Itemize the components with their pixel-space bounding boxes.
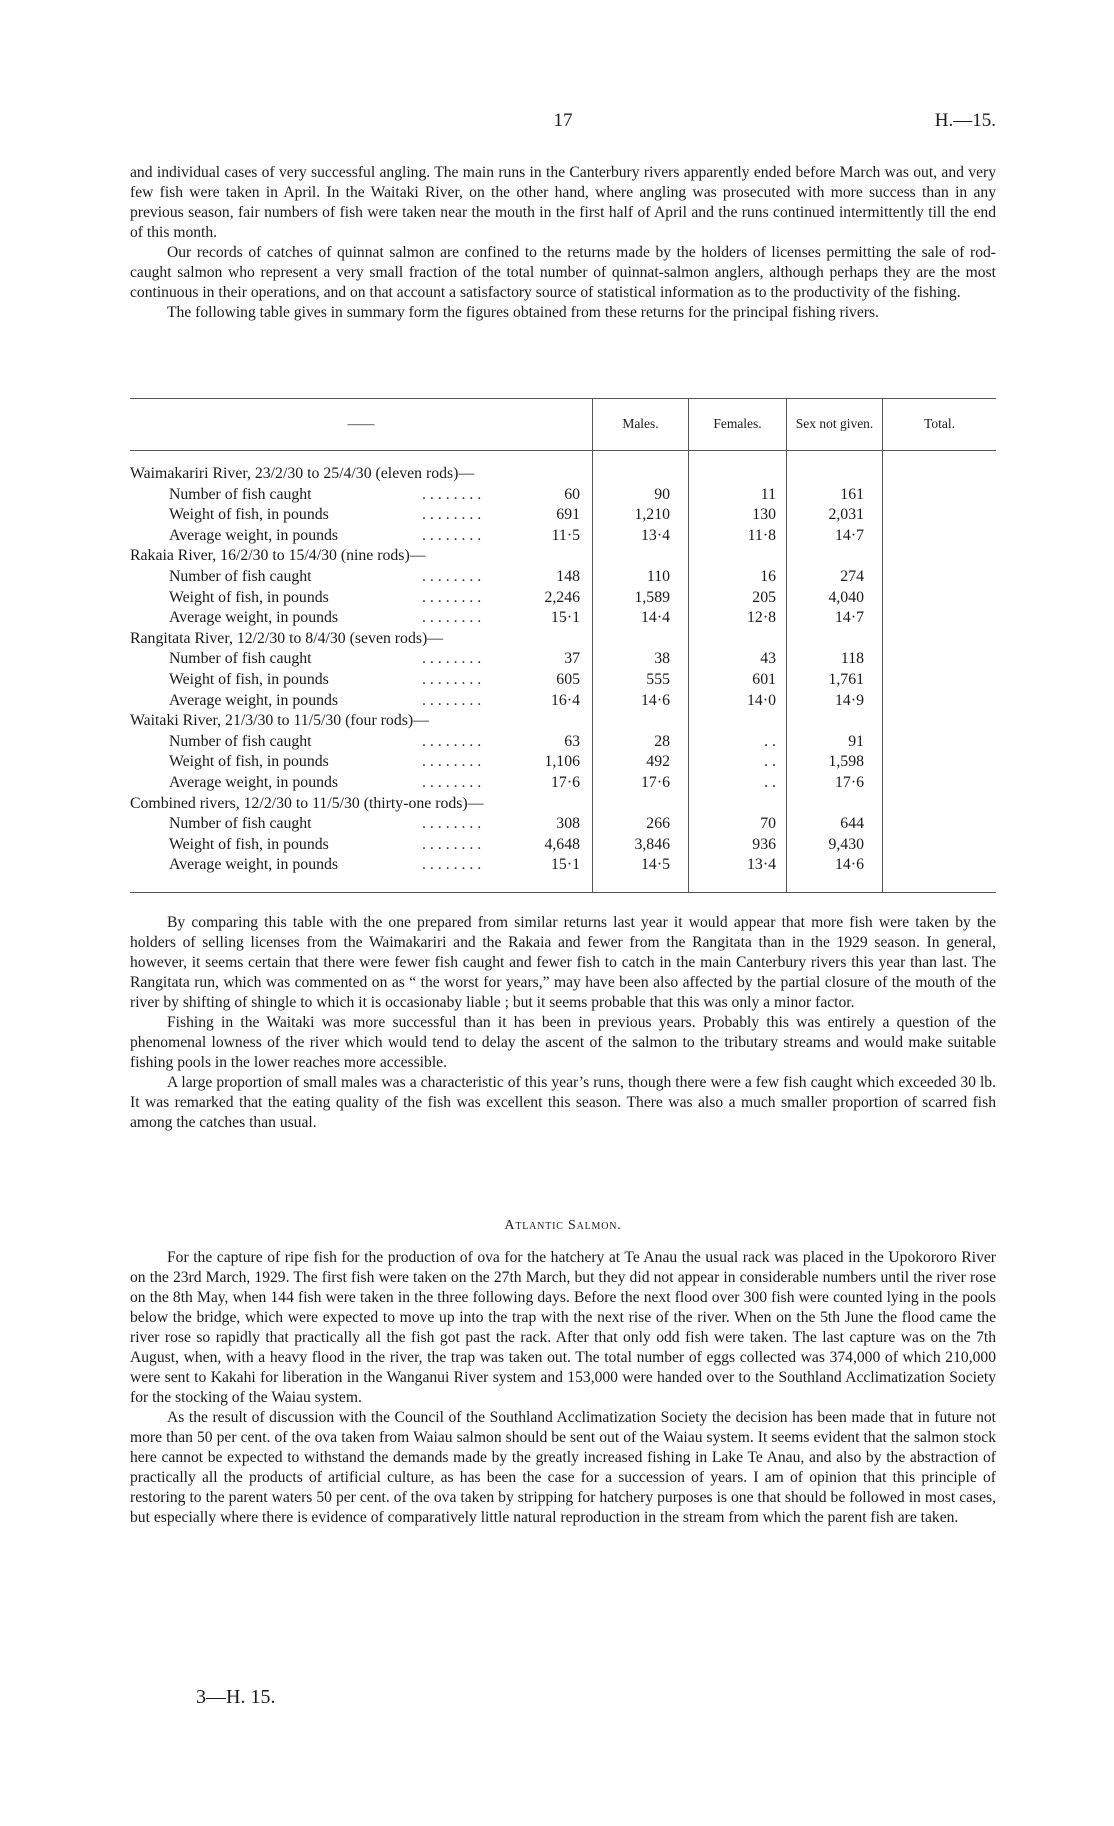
leader-dots: . . . . . . . . <box>422 526 482 544</box>
leader-dots: . . . . . . . . <box>422 774 482 791</box>
table-group-title <box>130 629 996 650</box>
table-cell: 266 <box>646 815 670 833</box>
row-label: Number of fish caught <box>169 732 312 750</box>
table-group-title <box>130 711 996 732</box>
table-cell: 13·4 <box>747 856 776 874</box>
table-cell: 274 <box>840 568 864 585</box>
table-header-rule <box>130 450 996 451</box>
table-row <box>130 835 996 856</box>
leader-dots: . . . . . . . . <box>422 568 482 585</box>
river-title: Combined rivers, 12/2/30 to 11/5/30 (thirty-one rods)— <box>130 794 484 812</box>
table-cell: 16·4 <box>551 691 580 709</box>
table-cell: 13·4 <box>641 526 670 544</box>
table-cell: 11·8 <box>747 526 776 544</box>
table-cell: 16 <box>760 568 776 585</box>
table-cell: . . <box>764 774 776 791</box>
section-heading: Atlantic Salmon. <box>504 1218 622 1233</box>
table-group-title <box>130 464 996 485</box>
table-cell: 2,246 <box>544 588 580 606</box>
table-cell: 118 <box>840 650 864 668</box>
table-cell: 691 <box>556 506 580 524</box>
table-bottom-rule <box>130 892 996 893</box>
table-row <box>130 505 996 526</box>
river-title: Rakaia River, 16/2/30 to 15/4/30 (nine rods)— <box>130 547 426 565</box>
table-cell: 17·6 <box>551 774 580 791</box>
paragraph: For the capture of ripe fish for the production of ova for the hatchery at Te Anau the usual rack was placed in the Upokororo River on the 23rd March, 1929. The first fish were taken on the 27th March, but they did not appear in considerable numbers until the river rose on the 8th May, when 144 fish were taken in the three following days. Before the next flood over 300 fish were counted lying in the pools below the bridge, which were expected to move up into the trap with the next rise of the river. When on the 5th June the flood came the river rose so rapidly that practically all the fish got past the rack. After that only odd fish were taken. The last capture was on the 7th August, when, with a heavy flood in the river, the trap was taken out. The total number of eggs collected was 374,000 of which 210,000 were sent to Kakahi for liberation in the Wanganui River system and 153,000 were handed over to the Southland Acclimatization Society for the stocking of the Waiau system. <box>130 1249 996 1406</box>
row-label: Weight of fish, in pounds <box>169 671 329 688</box>
page-number: 17 <box>553 110 573 131</box>
table-cell: 90 <box>654 485 670 503</box>
table-cell: 14·0 <box>747 691 776 709</box>
table-cell: . . <box>764 732 776 750</box>
row-label: Average weight, in pounds <box>169 609 339 627</box>
leader-dots: . . . . . . . . <box>422 835 482 853</box>
table-row <box>130 855 996 876</box>
leader-dots: . . . . . . . . <box>422 815 482 833</box>
table-cell: 14·4 <box>641 609 670 627</box>
row-label: Average weight, in pounds <box>169 691 339 709</box>
table-cell: 11·5 <box>551 526 580 544</box>
row-label: Weight of fish, in pounds <box>169 753 329 771</box>
column-header-females: Females. <box>713 416 762 431</box>
row-label: Average weight, in pounds <box>169 526 339 544</box>
table-group-title <box>130 546 996 567</box>
table-cell: 308 <box>556 815 580 833</box>
table-cell: 14·6 <box>835 856 864 874</box>
table-row <box>130 649 996 670</box>
table-cell: 9,430 <box>828 835 864 853</box>
leader-dots: . . . . . . . . <box>422 856 482 874</box>
table-cell: 38 <box>654 650 670 668</box>
table-row <box>130 670 996 691</box>
table-row <box>130 814 996 835</box>
river-title: Rangitata River, 12/2/30 to 8/4/30 (seven rods)— <box>130 629 444 647</box>
table-cell: 14·9 <box>835 691 864 709</box>
table-row <box>130 752 996 773</box>
table-cell: 17·6 <box>835 774 864 791</box>
table-cell: 2,031 <box>828 506 864 524</box>
table-cell: 205 <box>752 588 776 606</box>
paragraph: Fishing in the Waitaki was more successful than it has been in previous years. Probably this was entirely a question of the phenomenal lowness of the river which would tend to delay the ascent of the salmon to the tributary streams and would make suitable fishing pools in the lower reaches more accessible. <box>130 1014 996 1071</box>
table-cell: 130 <box>752 506 776 524</box>
table-cell: 1,598 <box>828 753 864 771</box>
row-label: Number of fish caught <box>169 815 312 833</box>
row-label: Average weight, in pounds <box>169 774 339 791</box>
discussion-text <box>130 913 996 1133</box>
table-cell: 601 <box>752 671 776 688</box>
leader-dots: . . . . . . . . <box>422 671 482 688</box>
row-label: Number of fish caught <box>169 650 312 668</box>
table-row <box>130 691 996 712</box>
column-header-males: Males. <box>622 416 659 431</box>
paragraph: and individual cases of very successful angling. The main runs in the Canterbury rivers apparently ended before March was out, and very few fish were taken in April. In the Waitaki River, on the other hand, where angling was prosecuted with more success than in any previous season, fair numbers of fish were taken near the mouth in the first half of April and the runs continued intermittently till the end of this month. <box>130 164 996 241</box>
table-cell: 148 <box>556 568 580 585</box>
paragraph: By comparing this table with the one prepared from similar returns last year it would appear that more fish were taken by the holders of selling licenses from the Waimakariri and the Rakaia and fewer from the Rangitata than in the 1929 season. In general, however, it seems certain that there were fewer fish caught and fewer fish to catch in the main Canterbury rivers this year than last. The Rangitata run, which was commented on as “ the worst for years,” may have been also affected by the partial closure of the mouth of the river by shifting of shingle to which it is occasionaby liable ; but it seems probable that this was only a minor factor. <box>130 914 996 1011</box>
table-row <box>130 485 996 506</box>
table-cell: 492 <box>646 753 670 771</box>
leader-dots: . . . . . . . . <box>422 609 482 627</box>
table-cell: 63 <box>564 732 580 750</box>
table-cell: . . <box>764 753 776 771</box>
table-cell: 17·6 <box>641 774 670 791</box>
paragraph: A large proportion of small males was a characteristic of this year’s runs, though there were a few fish caught which exceeded 30 lb. It was remarked that the eating quality of the fish was excellent this season. There was also a much smaller proportion of scarred fish among the catches than usual. <box>130 1074 996 1131</box>
leader-dots: . . . . . . . . <box>422 691 482 709</box>
catch-table <box>130 398 996 898</box>
table-cell: 70 <box>760 815 776 833</box>
river-title: Waimakariri River, 23/2/30 to 25/4/30 (eleven rods)— <box>130 465 475 482</box>
river-title: Waitaki River, 21/3/30 to 11/5/30 (four rods)— <box>130 712 429 730</box>
table-cell: 91 <box>848 732 864 750</box>
table-cell: 1,761 <box>828 671 864 688</box>
row-label: Weight of fish, in pounds <box>169 506 329 524</box>
table-cell: 43 <box>760 650 776 668</box>
document-reference: H.—15. <box>934 110 996 131</box>
leader-dots: . . . . . . . . <box>422 506 482 524</box>
paragraph: Our records of catches of quinnat salmon are confined to the returns made by the holders of licenses permitting the sale of rod-caught salmon who represent a very small fraction of the total number of quinnat-salmon anglers, although perhaps they are the most continuous in their operations, and on that account a satisfactory source of statistical information as to the productivity of the fishing. <box>130 244 996 301</box>
leader-dots: . . . . . . . . <box>422 753 482 771</box>
page-header <box>130 110 996 134</box>
table-cell: 1,210 <box>634 506 670 524</box>
table-group-title <box>130 794 996 815</box>
table-cell: 1,589 <box>634 588 670 606</box>
leader-dots: . . . . . . . . <box>422 732 482 750</box>
table-cell: 15·1 <box>551 856 580 874</box>
row-label: Weight of fish, in pounds <box>169 835 329 853</box>
column-header-total: Total. <box>924 416 955 431</box>
column-header-sex-not-given: Sex not given. <box>795 416 874 431</box>
signature-mark: 3—H. 15. <box>196 1686 276 1708</box>
intro-text <box>130 163 996 323</box>
table-cell: 555 <box>646 671 670 688</box>
atlantic-salmon-text <box>130 1248 996 1528</box>
table-corner: —— <box>347 416 375 431</box>
table-cell: 3,846 <box>634 835 670 853</box>
table-cell: 28 <box>654 732 670 750</box>
table-cell: 14·6 <box>641 691 670 709</box>
table-cell: 14·5 <box>641 856 670 874</box>
table-row <box>130 588 996 609</box>
table-row <box>130 526 996 547</box>
row-label: Number of fish caught <box>169 485 312 503</box>
table-top-rule <box>130 398 996 399</box>
table-cell: 60 <box>564 485 580 503</box>
row-label: Weight of fish, in pounds <box>169 588 329 606</box>
table-cell: 37 <box>564 650 580 668</box>
table-cell: 936 <box>752 835 776 853</box>
table-row <box>130 608 996 629</box>
table-cell: 14·7 <box>835 609 864 627</box>
table-cell: 14·7 <box>835 526 864 544</box>
row-label: Number of fish caught <box>169 568 312 585</box>
table-cell: 161 <box>840 485 864 503</box>
table-cell: 110 <box>646 568 670 585</box>
row-label: Average weight, in pounds <box>169 856 339 874</box>
table-cell: 4,040 <box>828 588 864 606</box>
leader-dots: . . . . . . . . <box>422 650 482 668</box>
table-cell: 4,648 <box>544 835 580 853</box>
paragraph: As the result of discussion with the Council of the Southland Acclimatization Society the decision has been made that in future not more than 50 per cent. of the ova taken from Waiau salmon should be sent out of the Waiau system. It seems evident that the salmon stock here cannot be expected to withstand the demands made by the greatly increased fishing in Lake Te Anau, and also by the abstraction of practically all the products of artificial culture, as has been the case for a succession of years. I am of opinion that this principle of restoring to the parent waters 50 per cent. of the ova taken by stripping for hatchery purposes is one that should be followed in most cases, but especially where there is evidence of comparatively little natural reproduction in the stream from which the parent fish are taken. <box>130 1409 996 1526</box>
leader-dots: . . . . . . . . <box>422 485 482 503</box>
table-row <box>130 732 996 753</box>
leader-dots: . . . . . . . . <box>422 588 482 606</box>
table-cell: 11 <box>760 485 776 503</box>
table-cell: 15·1 <box>551 609 580 627</box>
table-cell: 1,106 <box>544 753 580 771</box>
table-cell: 12·8 <box>747 609 776 627</box>
table-cell: 605 <box>556 671 580 688</box>
table-row <box>130 567 996 588</box>
table-cell: 644 <box>840 815 864 833</box>
paragraph: The following table gives in summary form the figures obtained from these returns for the principal fishing rivers. <box>167 304 879 321</box>
table-row <box>130 773 996 794</box>
